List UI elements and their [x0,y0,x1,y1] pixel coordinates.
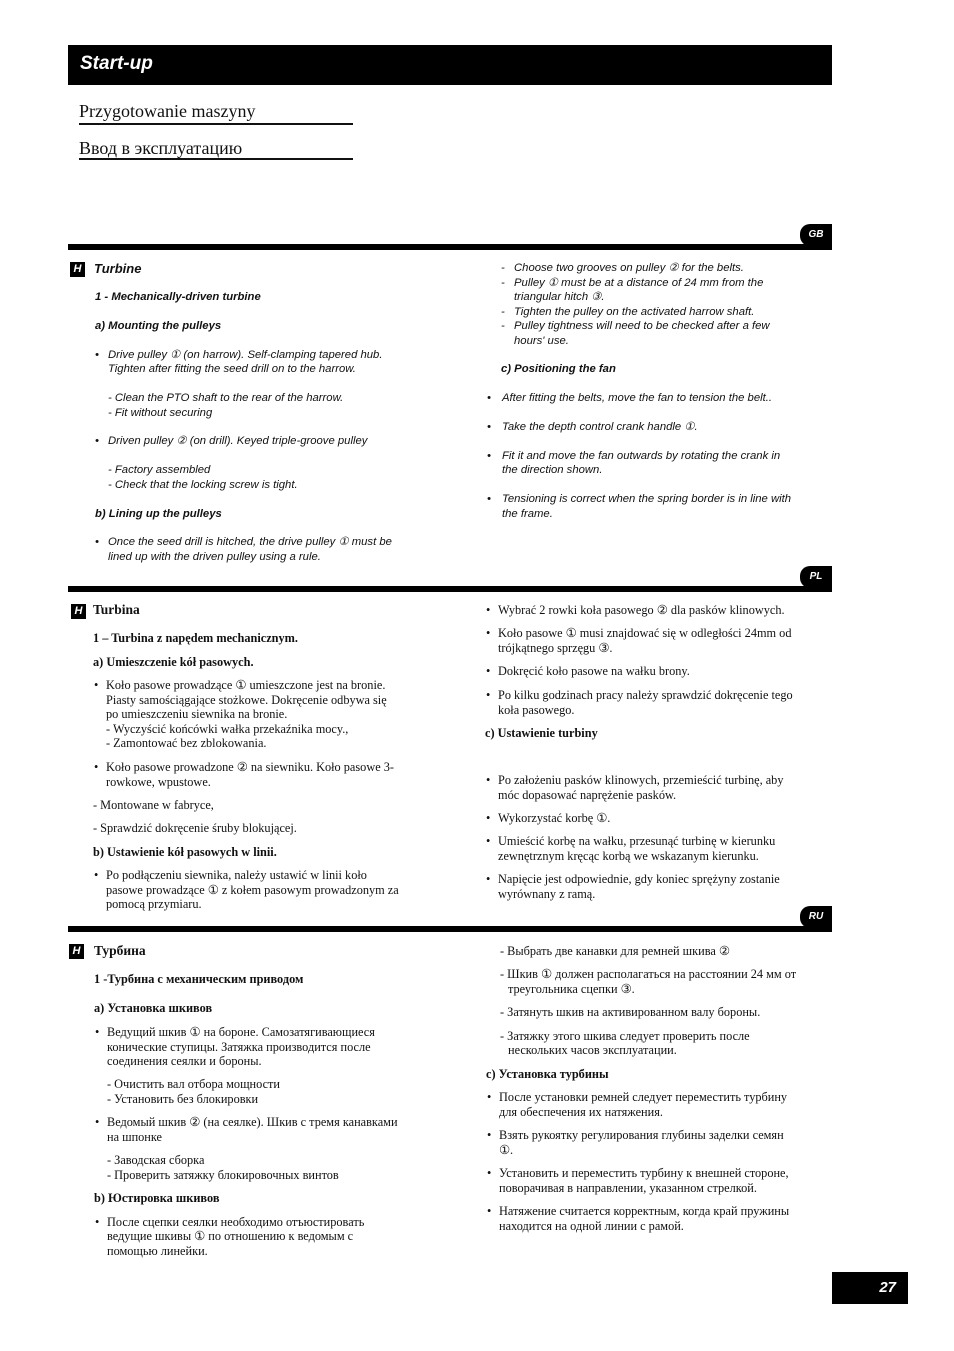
text-line: для обеспечения их натяжения. [499,1105,663,1119]
text-line: Koło pasowe ① musi znajdować się w odległości 24mm od [498,626,792,640]
text-line: поворачивая в направлении, указанном стрелкой. [499,1181,757,1195]
text-line: Po podłączeniu siewnika, należy ustawić w linii koło [106,868,367,882]
text-line: треугольника сцепки ③. [508,982,635,996]
bullet: • [95,536,99,548]
text-line: the frame. [502,508,553,520]
text-line: - Проверить затяжку блокировочных винтов [107,1168,339,1182]
bullet: • [487,1204,492,1218]
text-line: Dokręcić koło pasowe na wałku brony. [498,664,690,678]
section-h-marker: H [71,604,86,619]
section-rule-pl [68,586,832,592]
bullet: • [95,1115,100,1129]
bullet: • [487,1166,492,1180]
text-line: po umieszczeniu siewnika na bronie. [106,707,288,721]
text-line: pasowe prowadzące ① z kołem pasowym prowadzonym za [106,883,399,897]
dash: - [501,262,505,274]
text-line: - Шкив ① должен располагаться на расстоянии 24 мм от [500,967,797,981]
text-line: rowkowe, wpustowe. [106,775,211,789]
bullet: • [95,435,99,447]
text-line: - Wyczyścić końcówki wałka przekaźnika mocy., [106,722,349,736]
text-line: - Очистить вал отбора мощности [107,1077,280,1091]
text-line: Piasty samościągające stożkowe. Dokręcenie odbywa się [106,693,387,707]
text-line: - Затянуть шкив на активированном валу бороны. [500,1005,761,1019]
text-line: - Sprawdzić dokręcenie śruby blokującej. [93,821,297,835]
text-line: ведущие шкивы ① по отношению к ведомым с [107,1229,354,1243]
text-line: - Затяжку этого шкива следует проверить после [500,1029,750,1043]
subheading: 1 – Turbina z napędem mechanicznym. [93,631,298,645]
bullet: • [487,1128,492,1142]
bullet: • [486,688,491,702]
text-line: - Выбрать две канавки для ремней шкива ② [500,944,730,958]
text-line: zewnętrznym kręcąc korbą we wskazanym kierunku. [498,849,759,863]
subheading: 1 -Турбина с механическим приводом [94,972,304,986]
bullet: • [486,811,491,825]
text-line: lined up with the driven pulley using a rule. [108,551,321,563]
bullet: • [94,760,99,774]
bullet: • [486,664,491,678]
text-line: Koło pasowe prowadzone ② na siewniku. Koło pasowe 3- [106,760,394,774]
subheading: c) Ustawienie turbiny [485,726,598,740]
header-bar [68,45,832,85]
subheading: а) Установка шкивов [94,1001,213,1015]
language-badge-gb: GB [800,224,832,246]
text-line: Pulley tightness will need to be checked after a few [514,320,770,332]
section-h-marker: H [69,944,84,959]
text-line: Pulley ① must be at a distance of 24 mm from the [514,277,764,289]
subheading: b) Lining up the pulleys [95,508,222,520]
section-heading: Turbine [94,261,142,276]
text-line: Ведущий шкив ① на бороне. Самозатягивающиеся [107,1025,375,1039]
dash: - [501,306,505,318]
page-title: Start-up [80,53,153,74]
text-line: Wykorzystać korbę ①. [498,811,611,825]
text-line: Tighten the pulley on the activated harrow shaft. [514,306,755,318]
bullet: • [487,493,491,505]
text-line: - Zamontować bez zblokowania. [106,736,267,750]
page-number: 27 [832,1272,908,1304]
bullet: • [486,872,491,886]
text-line: móc dopasować naprężenie pasków. [498,788,677,802]
text-line: Wybrać 2 rowki koła pasowego ② dla pasków klinowych. [498,603,785,617]
text-line: Взять рукоятку регулирования глубины заделки семян [499,1128,784,1142]
text-line: Napięcie jest odpowiednie, gdy koniec sprężyny zostanie [498,872,780,886]
bullet: • [487,1090,492,1104]
text-line: - Fit without securing [108,407,213,419]
text-line: koła pasowego. [498,703,575,717]
text-line: the direction shown. [502,464,603,476]
bullet: • [486,773,491,787]
text-line: Po kilku godzinach pracy należy sprawdzić dokręcenie tego [498,688,793,702]
text-line: pomocą przymiaru. [106,897,202,911]
bullet: • [486,626,491,640]
text-line: After fitting the belts, move the fan to tension the belt.. [502,392,773,404]
language-badge-ru: RU [800,906,832,928]
subheading: b) Юстировка шкивов [94,1191,220,1205]
subheading: c) Positioning the fan [501,363,616,375]
text-line: Take the depth control crank handle ①. [502,421,698,433]
text-line: hours' use. [514,335,569,347]
text-line: triangular hitch ③. [514,291,605,303]
subheading: 1 - Mechanically-driven turbine [95,291,261,303]
dash: - [501,277,505,289]
subheading: a) Umieszczenie kół pasowych. [93,655,254,669]
text-line: trójkątnego sprzęgu ③. [498,641,613,655]
text-line: Tighten after fitting the seed drill on to the harrow. [108,363,356,375]
text-line: - Check that the locking screw is tight. [108,479,298,491]
text-line: - Заводская сборка [107,1153,205,1167]
dash: - [501,320,505,332]
text-line: ①. [499,1143,514,1157]
section-h-marker: H [70,262,85,277]
text-line: помощью линейки. [107,1244,208,1258]
subtitle-russian: Ввод в эксплуатацию [79,138,243,158]
text-line: После сцепки сеялки необходимо отъюстировать [107,1215,365,1229]
subheading: с) Установка турбины [486,1067,609,1081]
text-line: - Clean the PTO shaft to the rear of the harrow. [108,392,344,404]
text-line: Drive pulley ① (on harrow). Self-clamping tapered hub. [108,349,383,361]
text-line: Choose two grooves on pulley ② for the belts. [514,262,744,274]
bullet: • [486,834,491,848]
subheading: a) Mounting the pulleys [95,320,222,332]
bullet: • [94,678,99,692]
subtitle-underline [79,123,353,125]
bullet: • [486,603,491,617]
bullet: • [95,1215,100,1229]
language-badge-pl: PL [800,566,832,588]
text-line: Ведомый шкив ② (на сеялке). Шкив с тремя канавками [107,1115,398,1129]
section-heading: Турбина [94,943,146,958]
text-line: находится на одной линии с рамой. [499,1219,684,1233]
text-line: соединения сеялки и бороны. [107,1054,262,1068]
subheading: b) Ustawienie kół pasowych w linii. [93,845,277,859]
subtitle-underline [79,158,353,160]
text-line: Driven pulley ② (on drill). Keyed triple-groove pulley [108,435,368,447]
subtitle-polish: Przygotowanie maszyny [79,101,256,121]
section-rule-gb [68,244,832,250]
bullet: • [95,1025,100,1039]
section-heading: Turbina [93,602,140,617]
text-line: Tensioning is correct when the spring border is in line with [502,493,792,505]
text-line: - Montowane w fabryce, [93,798,214,812]
bullet: • [95,349,99,361]
text-line: нескольких часов эксплуатации. [508,1043,677,1057]
bullet: • [94,868,99,882]
text-line: wyrównany z ramą. [498,887,596,901]
text-line: - Factory assembled [108,464,211,476]
section-rule-ru [68,926,832,932]
text-line: конические ступицы. Затяжка производится после [107,1040,371,1054]
text-line: Koło pasowe prowadzące ① umieszczone jest na bronie. [106,678,386,692]
text-line: Установить и переместить турбину к внешней стороне, [499,1166,789,1180]
text-line: После установки ремней следует переместить турбину [499,1090,788,1104]
text-line: Натяжение считается корректным, когда край пружины [499,1204,790,1218]
text-line: Once the seed drill is hitched, the drive pulley ① must be [108,536,392,548]
text-line: Fit it and move the fan outwards by rotating the crank in [502,450,781,462]
bullet: • [487,392,491,404]
text-line: - Установить без блокировки [107,1092,259,1106]
text-line: Umieścić korbę na wałku, przesunąć turbinę w kierunku [498,834,776,848]
bullet: • [487,421,491,433]
text-line: на шпонке [107,1130,163,1144]
text-line: Po założeniu pasków klinowych, przemieścić turbinę, aby [498,773,784,787]
bullet: • [487,450,491,462]
